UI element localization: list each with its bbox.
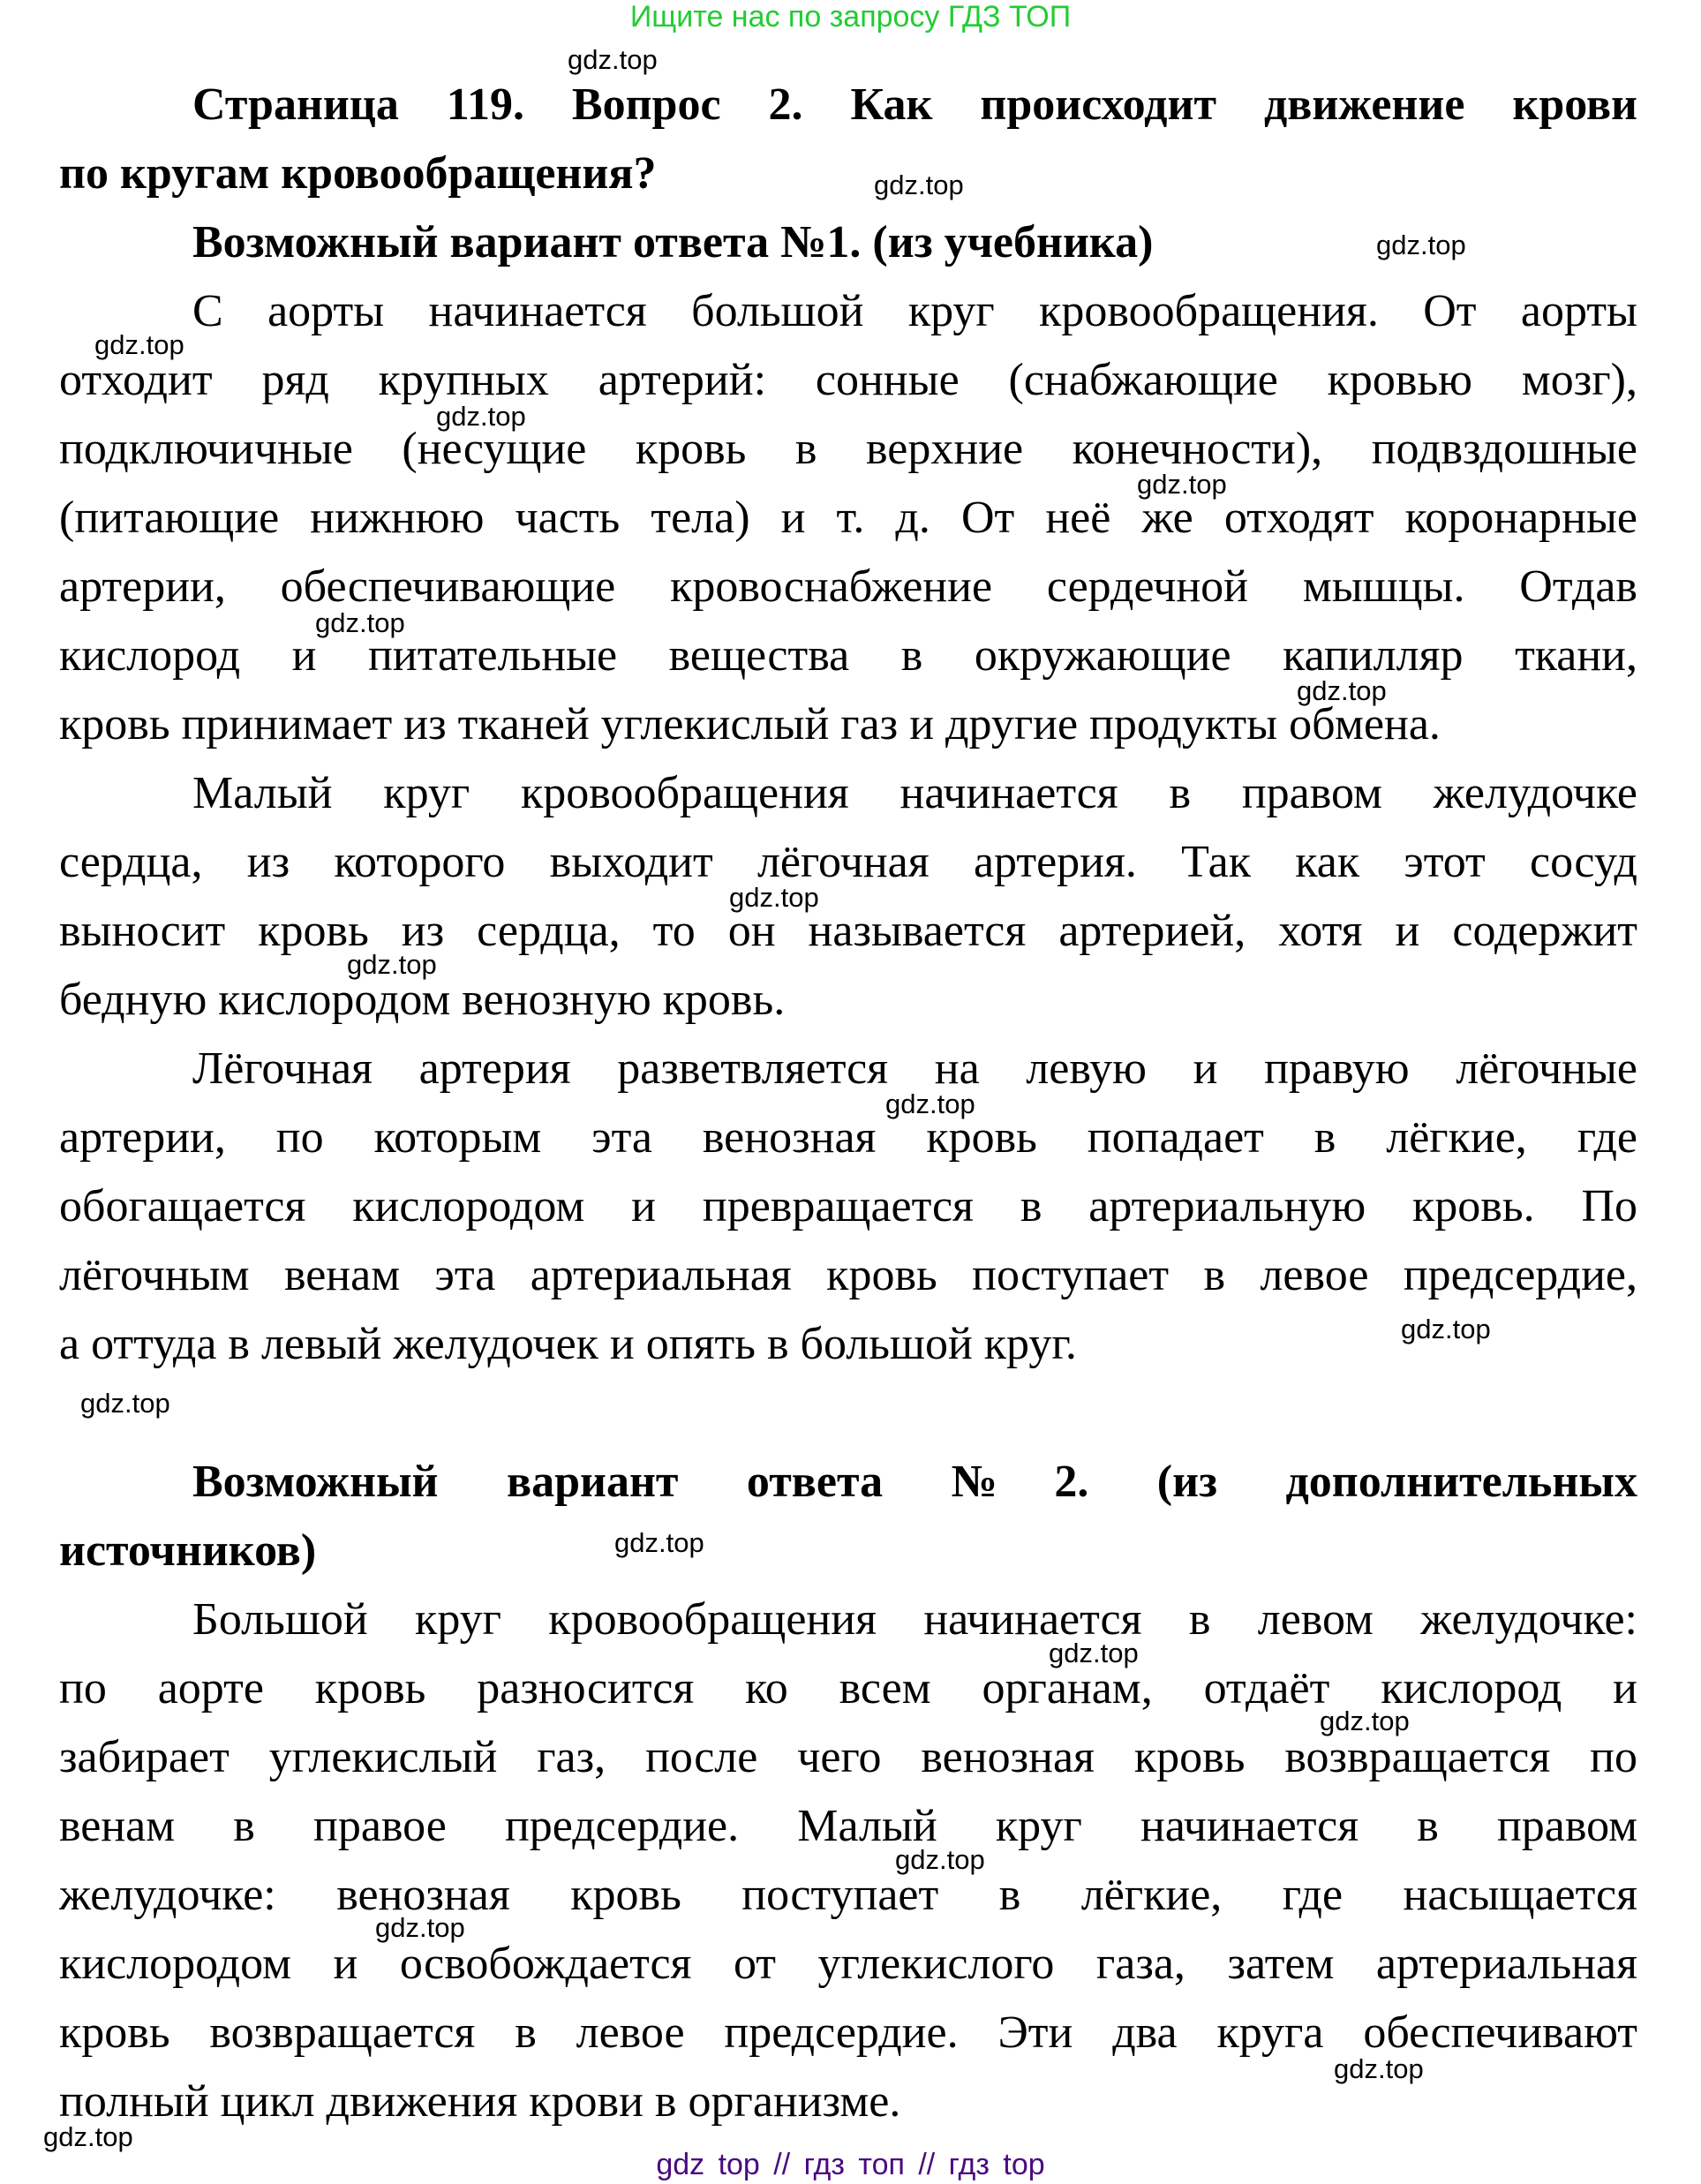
paragraph-line: обогащается кислородом и превращается в артериальную кровь. По xyxy=(59,1181,1637,1231)
paragraph-line: бедную кислородом венозную кровь. xyxy=(59,975,786,1025)
paragraph-line: кислород и питательные вещества в окружающие капилляр ткани, xyxy=(59,630,1637,681)
paragraph-line: Малый круг кровообращения начинается в правом желудочке xyxy=(192,768,1637,818)
watermark: gdz.top xyxy=(874,169,964,200)
paragraph-line: желудочке: венозная кровь поступает в лёгкие, где насыщается xyxy=(59,1870,1637,1920)
paragraph-2 xyxy=(59,759,1637,1035)
footer-links: gdz top // гдз топ // гдз top xyxy=(656,2148,1045,2181)
answer-heading-2: Возможный вариант ответа №2. (из дополнительных xyxy=(192,1457,1637,1507)
watermark: gdz.top xyxy=(614,1527,704,1558)
paragraph-1 xyxy=(59,277,1637,759)
paragraph-line: С аорты начинается большой круг кровообращения. От аорты xyxy=(192,286,1637,336)
watermark: gdz.top xyxy=(1137,469,1227,500)
watermark: gdz.top xyxy=(1297,675,1387,706)
document-body xyxy=(59,71,1637,2136)
search-banner: Ищите нас по запросу ГДЗ ТОП xyxy=(629,0,1072,34)
paragraph-line: подключичные (несущие кровь в верхние конечности), подвздошные xyxy=(59,424,1637,474)
watermark: gdz.top xyxy=(43,2121,133,2152)
paragraph-line: (питающие нижнюю часть тела) и т. д. От неё же отходят коронарные xyxy=(59,493,1637,543)
watermark: gdz.top xyxy=(375,1912,465,1943)
paragraph-line: Большой круг кровообращения начинается в левом желудочке: xyxy=(192,1594,1637,1645)
page-title-line: Страница 119. Вопрос 2. Как происходит движение крови xyxy=(192,79,1637,130)
watermark: gdz.top xyxy=(94,329,184,360)
paragraph-line: артерии, обеспечивающие кровоснабжение сердечной мышцы. Отдав xyxy=(59,561,1637,612)
paragraph-line: Лёгочная артерия разветвляется на левую и правую лёгочные xyxy=(192,1043,1637,1094)
paragraph-line: по аорте кровь разносится ко всем органам, отдаёт кислород и xyxy=(59,1663,1637,1713)
watermark: gdz.top xyxy=(729,882,819,913)
paragraph-line: кровь возвращается в левое предсердие. Эти два круга обеспечивают xyxy=(59,2007,1637,2058)
paragraph-line: кислородом и освобождается от углекислого газа, затем артериальная xyxy=(59,1939,1637,1989)
answer-heading-1: Возможный вариант ответа №1. (из учебника) xyxy=(192,217,1154,267)
watermark: gdz.top xyxy=(347,949,437,980)
watermark: gdz.top xyxy=(1049,1638,1139,1668)
watermark: gdz.top xyxy=(885,1088,975,1119)
watermark: gdz.top xyxy=(315,607,405,638)
page-title-line: по кругам кровообращения? xyxy=(59,148,657,199)
watermark: gdz.top xyxy=(436,401,526,432)
paragraph-line: выносит кровь из сердца, то он называется артерией, хотя и содержит xyxy=(59,906,1637,956)
watermark: gdz.top xyxy=(1401,1314,1491,1344)
watermark: gdz.top xyxy=(895,1844,985,1875)
paragraph-line: отходит ряд крупных артерий: сонные (снабжающие кровью мозг), xyxy=(59,355,1637,405)
paragraph-line: венам в правое предсердие. Малый круг начинается в правом xyxy=(59,1801,1637,1851)
paragraph-line: забирает углекислый газ, после чего венозная кровь возвращается по xyxy=(59,1732,1637,1782)
paragraph-line: а оттуда в левый желудочек и опять в большой круг. xyxy=(59,1319,1077,1369)
answer-heading-2: источников) xyxy=(59,1525,317,1576)
paragraph-line: артерии, по которым эта венозная кровь попадает в лёгкие, где xyxy=(59,1112,1637,1163)
watermark: gdz.top xyxy=(80,1388,170,1419)
watermark: gdz.top xyxy=(1320,1706,1410,1736)
paragraph-line: полный цикл движения крови в организме. xyxy=(59,2076,901,2127)
paragraph-line: лёгочным венам эта артериальная кровь поступает в левое предсердие, xyxy=(59,1250,1637,1300)
watermark: gdz.top xyxy=(568,44,658,75)
watermark: gdz.top xyxy=(1376,230,1466,260)
paragraph-line: сердца, из которого выходит лёгочная артерия. Так как этот сосуд xyxy=(59,837,1637,887)
watermark: gdz.top xyxy=(1334,2053,1424,2084)
paragraph-line: кровь принимает из тканей углекислый газ и другие продукты обмена. xyxy=(59,699,1441,749)
